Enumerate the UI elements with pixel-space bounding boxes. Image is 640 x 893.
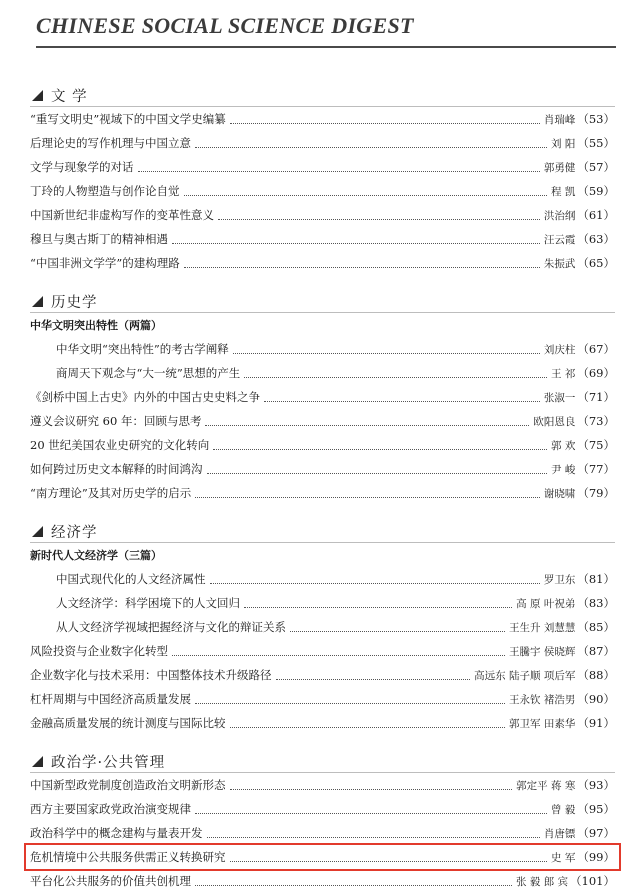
leader-dots [213,449,547,450]
toc-entry[interactable] [30,409,615,433]
entry-title: 西方主要国家政党政治演变规律 [30,802,191,816]
entry-author: 曾 毅 [551,803,576,816]
toc-entry[interactable] [30,155,615,179]
entry-page: （65） [577,256,615,270]
toc-entry[interactable] [30,131,615,155]
entry-author: 刘庆柱 [543,343,576,356]
triangle-marker-icon [32,296,43,307]
entry-author: 程 凯 [551,185,576,198]
entry-page: （95） [577,802,615,816]
entry-page: （97） [577,826,615,840]
toc-entry[interactable] [30,591,615,615]
triangle-marker-icon [32,90,43,101]
entry-title: 金融高质量发展的统计测度与国际比较 [30,716,226,730]
toc-entry[interactable] [30,227,615,251]
leader-dots [184,267,540,268]
toc-entry[interactable] [30,337,615,361]
leader-dots [218,219,540,220]
leader-dots [244,377,547,378]
leader-dots [205,425,529,426]
entry-author: 郭卫军 田素华 [509,717,576,730]
entry-title: “南方理论”及其对历史学的启示 [30,486,192,500]
toc-entry[interactable] [30,869,615,893]
entry-page: （88） [577,668,615,682]
entry-title: “重写文明史”视域下的中国文学史编纂 [30,112,226,126]
entry-title: 遵义会议研究 60 年：回顾与思考 [30,414,202,428]
entry-page: （61） [577,208,615,222]
entry-page: （79） [577,486,615,500]
entry-title: 中国式现代化的人文经济属性 [56,572,206,586]
toc-entry[interactable] [30,433,615,457]
toc-section [30,290,615,505]
toc-entry[interactable] [30,711,615,735]
leader-dots [195,497,540,498]
entry-title: 如何跨过历史文本解释的时间鸿沟 [30,462,203,476]
entry-title: 风险投资与企业数字化转型 [30,644,168,658]
entry-title: 后理论史的写作机理与中国立意 [30,136,191,150]
entry-page: （59） [577,184,615,198]
toc-entry[interactable] [30,251,615,275]
entry-title: 《剑桥中国上古史》内外的中国古史史料之争 [30,390,260,404]
entry-author: 郭勇健 [543,161,576,174]
entry-title: 商周天下观念与“大一统”思想的产生 [56,366,241,380]
entry-author: 高远东 陆子顺 项后军 [474,669,576,682]
entry-title: 中华文明突出特性（两篇） [30,319,162,332]
toc-entry[interactable] [30,457,615,481]
leader-dots [138,171,540,172]
entry-author: 刘 阳 [551,137,576,150]
section-heading [30,84,615,107]
entry-title: 文学与现象学的对话 [30,160,134,174]
entry-title: 杠杆周期与中国经济高质量发展 [30,692,191,706]
leader-dots [230,727,506,728]
entry-title: 丁玲的人物塑造与创作论自觉 [30,184,180,198]
leader-dots [230,123,540,124]
entry-author: 王騰宇 侯晓辉 [509,645,576,658]
entry-author: 史 军 [551,851,576,864]
leader-dots [172,243,540,244]
toc-section [30,750,615,893]
section-heading [30,290,615,313]
toc-entry[interactable] [30,821,615,845]
entry-author: 朱振武 [543,257,576,270]
entry-author: 罗卫东 [543,573,576,586]
toc-entry[interactable] [30,773,615,797]
entry-title: 中国新世纪非虚构写作的变革性意义 [30,208,214,222]
entry-page: （67） [577,342,615,356]
leader-dots [233,353,540,354]
toc-entry[interactable] [30,687,615,711]
entry-title: 20 世纪美国农业史研究的文化转向 [30,438,210,452]
section-title: 历史学 [51,294,98,311]
entry-page: （63） [577,232,615,246]
entry-title: 危机情境中公共服务供需正义转换研究 [30,850,226,864]
entry-title: 中华文明“突出特性”的考古学阐释 [56,342,229,356]
toc-entry[interactable] [30,203,615,227]
subsection-heading [30,313,615,337]
entry-author: 尹 峻 [551,463,576,476]
entry-title: 中国新型政党制度创造政治文明新形态 [30,778,226,792]
toc-entry[interactable] [30,567,615,591]
toc-entry[interactable] [30,663,615,687]
entry-author: 欧阳恩良 [533,415,576,428]
toc-section [30,520,615,735]
leader-dots [195,703,505,704]
entry-title: 穆旦与奥古斯丁的精神相遇 [30,232,168,246]
entry-page: （77） [577,462,615,476]
leader-dots [207,473,548,474]
entry-page: （55） [577,136,615,150]
section-title: 政治学·公共管理 [51,754,166,771]
entry-page: （85） [577,620,615,634]
entry-author: 张 毅 郎 宾 [516,875,569,888]
entry-title: 从人文经济学视域把握经济与文化的辩证关系 [56,620,286,634]
triangle-marker-icon [32,756,43,767]
toc-entry[interactable] [30,639,615,663]
section-heading [30,750,615,773]
entry-author: 肖唐镖 [543,827,576,840]
entry-author: 洪治纲 [543,209,576,222]
subsection-heading [30,543,615,567]
masthead [36,12,616,48]
toc-entry[interactable] [30,615,615,639]
entry-page: （81） [577,572,615,586]
entry-author: 张淑一 [543,391,576,404]
triangle-marker-icon [32,526,43,537]
entry-page: （57） [577,160,615,174]
entry-page: （93） [577,778,615,792]
entry-page: （73） [577,414,615,428]
toc-entry-highlighted[interactable] [26,845,619,869]
leader-dots [195,147,547,148]
leader-dots [276,679,471,680]
entry-title: 新时代人文经济学（三篇） [30,549,162,562]
entry-page: （99） [577,850,615,864]
toc-entry[interactable] [30,797,615,821]
entry-title: 企业数字化与技术采用：中国整体技术升级路径 [30,668,272,682]
entry-page: （53） [577,112,615,126]
entry-page: （69） [577,366,615,380]
leader-dots [172,655,505,656]
entry-author: 高 原 叶祝弟 [516,597,576,610]
leader-dots [195,885,512,886]
leader-dots [210,583,540,584]
section-title: 经济学 [51,524,98,541]
leader-dots [264,401,540,402]
entry-page: （91） [577,716,615,730]
entry-page: （90） [577,692,615,706]
leader-dots [195,813,547,814]
toc-entry[interactable] [30,361,615,385]
entry-author: 郭 欢 [551,439,576,452]
entry-author: 谢晓啸 [543,487,576,500]
entry-page: （83） [577,596,615,610]
entry-author: 肖瑞峰 [543,113,576,126]
leader-dots [230,789,513,790]
entry-author: 王 祁 [551,367,576,380]
entry-author: 王永钦 褚浩男 [509,693,576,706]
masthead-title: CHINESE SOCIAL SCIENCE DIGEST [36,13,414,38]
toc-entry[interactable] [30,481,615,505]
leader-dots [290,631,505,632]
entry-page: （75） [577,438,615,452]
entry-page: （87） [577,644,615,658]
section-heading [30,520,615,543]
entry-author: 汪云霞 [543,233,576,246]
leader-dots [207,837,540,838]
entry-page: （101） [570,874,615,888]
toc-entry[interactable] [30,107,615,131]
entry-title: 政治科学中的概念建构与量表开发 [30,826,203,840]
table-of-contents [30,84,615,893]
entry-page: （71） [577,390,615,404]
leader-dots [184,195,548,196]
leader-dots [244,607,512,608]
entry-author: 王生升 刘慧慧 [509,621,576,634]
entry-author: 郭定平 蒋 寒 [516,779,576,792]
toc-entry[interactable] [30,179,615,203]
entry-title: 人文经济学：科学困境下的人文回归 [56,596,240,610]
entry-title: 平台化公共服务的价值共创机理 [30,874,191,888]
section-title: 文 学 [51,88,88,105]
toc-entry[interactable] [30,385,615,409]
masthead-rule [36,46,616,48]
entry-title: “中国非洲文学学”的建构理路 [30,256,180,270]
leader-dots [230,861,548,862]
toc-section [30,84,615,275]
